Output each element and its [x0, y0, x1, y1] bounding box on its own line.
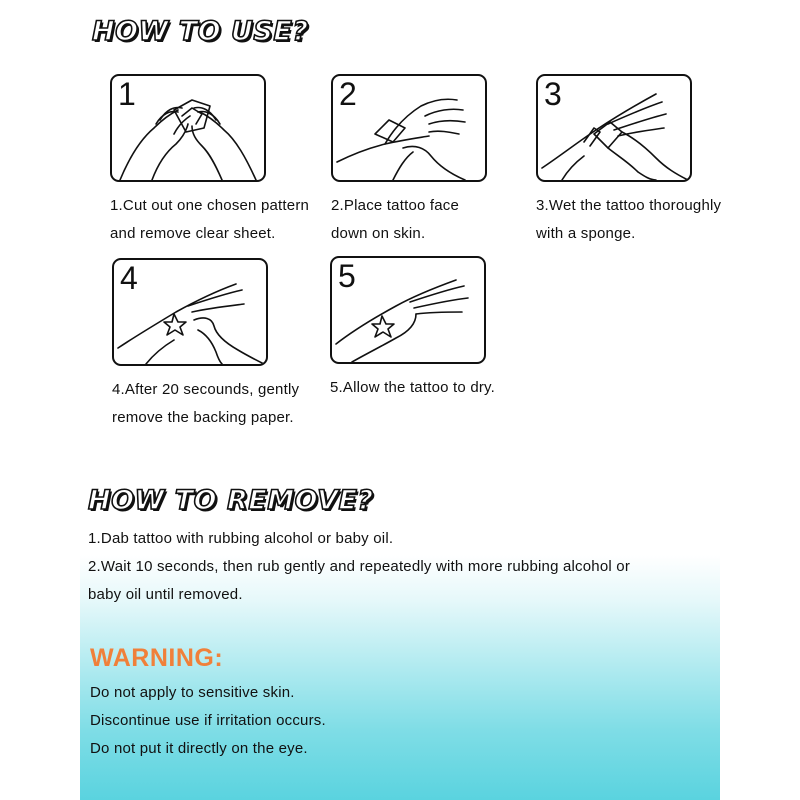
step-1-caption-line-1: 1.Cut out one chosen pattern	[110, 197, 310, 214]
step-5-illustration	[330, 256, 486, 364]
hand-peeling-backing-icon	[114, 260, 266, 364]
how-to-remove-heading: HOW TO REMOVE?	[88, 485, 374, 516]
remove-line-3: baby oil until removed.	[88, 586, 243, 603]
remove-line-1: 1.Dab tattoo with rubbing alcohol or baby oil.	[88, 530, 394, 547]
step-5-caption-line-1: 5.Allow the tattoo to dry.	[330, 379, 496, 396]
step-5-number: 5	[338, 258, 356, 294]
step-3-number: 3	[544, 76, 562, 112]
warning-item-1: Do not apply to sensitive skin.	[90, 684, 295, 701]
how-to-use-heading: HOW TO USE?	[92, 16, 309, 47]
warning-item-3: Do not put it directly on the eye.	[90, 740, 308, 757]
step-2-caption-line-1: 2.Place tattoo face	[331, 197, 460, 214]
step-1-illustration	[110, 74, 266, 182]
hand-wetting-tattoo-icon	[538, 76, 690, 180]
step-4-illustration	[112, 258, 268, 366]
step-2-number: 2	[339, 76, 357, 112]
step-5-caption	[330, 374, 560, 402]
step-3-caption	[536, 192, 766, 248]
step-3-caption-line-2: with a sponge.	[536, 225, 636, 242]
step-4-caption-line-2: remove the backing paper.	[112, 409, 294, 426]
step-3-illustration	[536, 74, 692, 182]
step-4-caption-line-1: 4.After 20 secounds, gently	[112, 381, 300, 398]
remove-instructions	[88, 525, 630, 609]
step-1-caption	[110, 192, 340, 248]
remove-line-2: 2.Wait 10 seconds, then rub gently and repeatedly with more rubbing alcohol or	[88, 558, 631, 575]
step-1-number: 1	[118, 76, 136, 112]
warning-item-2: Discontinue use if irritation occurs.	[90, 712, 326, 729]
step-1-caption-line-2: and remove clear sheet.	[110, 225, 276, 242]
step-2-caption-line-2: down on skin.	[331, 225, 426, 242]
hand-placing-tattoo-icon	[333, 76, 485, 180]
step-2-caption	[331, 192, 561, 248]
hands-cutting-pattern-icon	[112, 76, 264, 180]
step-2-illustration	[331, 74, 487, 182]
step-3-caption-line-1: 3.Wet the tattoo thoroughly	[536, 197, 722, 214]
step-4-number: 4	[120, 260, 138, 296]
warning-title: WARNING:	[90, 644, 224, 672]
step-4-caption	[112, 376, 342, 432]
hand-with-star-tattoo-icon	[332, 258, 484, 362]
warning-list	[90, 679, 326, 763]
